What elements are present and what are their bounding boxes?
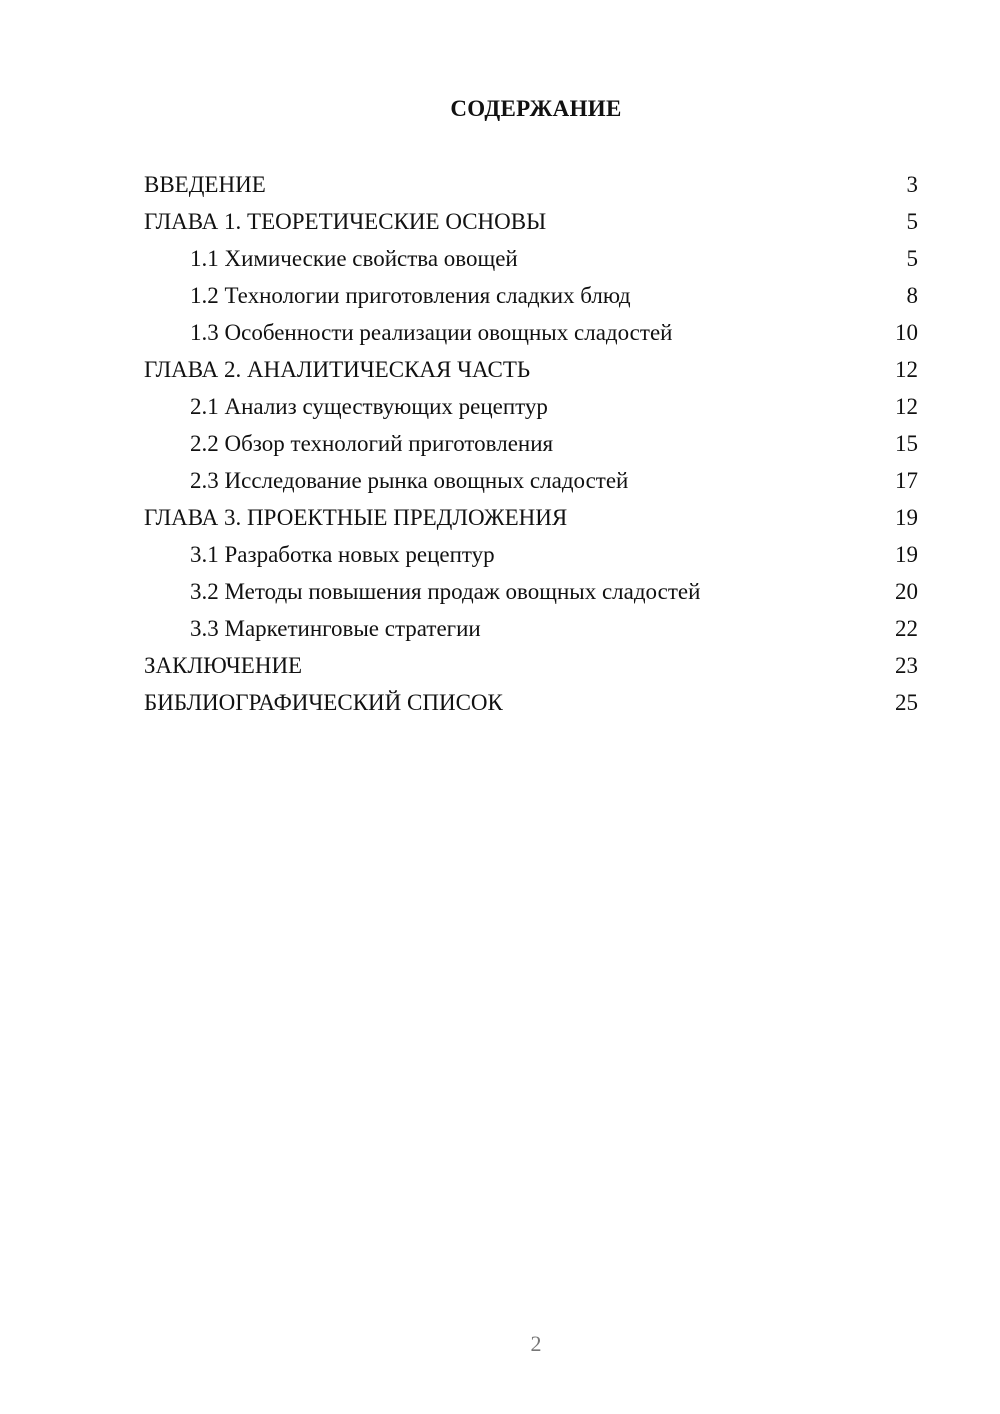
toc-entry-page: 12 [895,394,918,419]
toc-entry [144,203,918,240]
toc-subentry [144,462,918,499]
toc-entry-label: 3.3 Маркетинговые стратегии [190,616,481,641]
toc-entry-label: ГЛАВА 1. ТЕОРЕТИЧЕСКИЕ ОСНОВЫ [144,209,547,234]
table-of-contents [144,166,918,721]
toc-entry-page: 8 [906,283,918,308]
toc-entry [144,647,918,684]
toc-subentry [144,573,918,610]
toc-entry [144,166,918,203]
toc-entry-label: 2.2 Обзор технологий приготовления [190,431,554,456]
page-number: 2 [530,1331,542,1356]
toc-entry-label: ЗАКЛЮЧЕНИЕ [144,653,303,678]
toc-entry-label: ВВЕДЕНИЕ [144,172,266,197]
toc-entry-page: 12 [895,357,918,382]
toc-entry-page: 22 [895,616,918,641]
toc-entry-label: ГЛАВА 2. АНАЛИТИЧЕСКАЯ ЧАСТЬ [144,357,531,382]
toc-entry [144,684,918,721]
toc-subentry [144,425,918,462]
toc-subentry [144,610,918,647]
toc-entry-label: 1.1 Химические свойства овощей [190,246,518,271]
toc-entry-page: 5 [906,209,918,234]
toc-entry-label: 3.1 Разработка новых рецептур [190,542,495,567]
toc-entry-label: 2.3 Исследование рынка овощных сладостей [190,468,629,493]
toc-entry-page: 23 [895,653,918,678]
toc-entry-page: 5 [906,246,918,271]
toc-entry-label: 3.2 Методы повышения продаж овощных сладостей [190,579,701,604]
toc-entry-label: 1.3 Особенности реализации овощных сладостей [190,320,673,345]
toc-entry-page: 15 [895,431,918,456]
toc-entry-page: 17 [895,468,918,493]
toc-entry [144,351,918,388]
page-title: СОДЕРЖАНИЕ [450,96,622,121]
toc-entry-page: 3 [906,172,918,197]
toc-subentry [144,388,918,425]
toc-subentry [144,240,918,277]
toc-entry-label: ГЛАВА 3. ПРОЕКТНЫЕ ПРЕДЛОЖЕНИЯ [144,505,568,530]
toc-entry-page: 20 [895,579,918,604]
toc-entry-page: 19 [895,505,918,530]
toc-entry-page: 25 [895,690,918,715]
toc-entry-label: 1.2 Технологии приготовления сладких блюд [190,283,631,308]
toc-entry-label: БИБЛИОГРАФИЧЕСКИЙ СПИСОК [144,690,503,715]
toc-subentry [144,314,918,351]
toc-subentry [144,277,918,314]
toc-entry-page: 10 [895,320,918,345]
toc-entry [144,499,918,536]
toc-entry-page: 19 [895,542,918,567]
toc-subentry [144,536,918,573]
toc-entry-label: 2.1 Анализ существующих рецептур [190,394,548,419]
